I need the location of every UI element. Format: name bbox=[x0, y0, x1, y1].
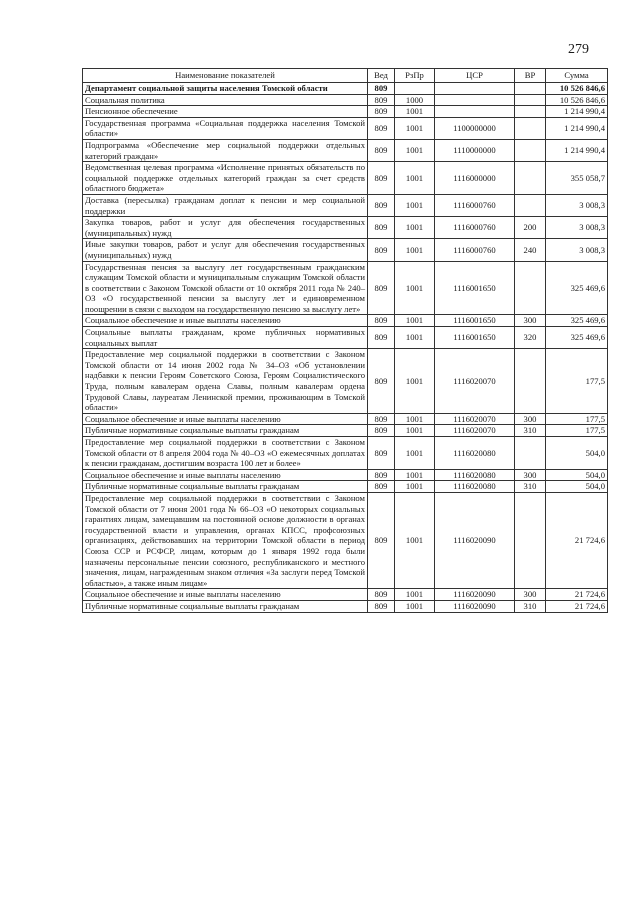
row-name: Пенсионное обеспечение bbox=[83, 106, 368, 118]
row-vr: 240 bbox=[515, 239, 546, 261]
row-vr: 300 bbox=[515, 315, 546, 327]
row-rzpr: 1001 bbox=[395, 600, 435, 612]
header-row bbox=[83, 69, 608, 83]
row-rzpr: 1001 bbox=[395, 194, 435, 216]
row-sum: 10 526 846,6 bbox=[546, 94, 608, 106]
row-name: Закупка товаров, работ и услуг для обеспечения государственных (муниципальных) нужд bbox=[83, 217, 368, 239]
row-csr: 1116001650 bbox=[435, 315, 515, 327]
header-csr: ЦСР bbox=[435, 69, 515, 83]
table-row bbox=[83, 425, 608, 437]
header-sum: Сумма bbox=[546, 69, 608, 83]
row-sum: 504,0 bbox=[546, 469, 608, 481]
row-name: Социальная политика bbox=[83, 94, 368, 106]
row-name: Социальные выплаты гражданам, кроме публичных нормативных социальных выплат bbox=[83, 327, 368, 349]
row-ved: 809 bbox=[368, 589, 395, 601]
row-name: Социальное обеспечение и иные выплаты населению bbox=[83, 413, 368, 425]
row-sum: 10 526 846,6 bbox=[546, 83, 608, 95]
row-sum: 504,0 bbox=[546, 437, 608, 470]
page-number: 279 bbox=[568, 42, 589, 57]
row-csr: 1116020090 bbox=[435, 589, 515, 601]
row-name: Публичные нормативные социальные выплаты гражданам bbox=[83, 600, 368, 612]
header-rzpr: РзПр bbox=[395, 69, 435, 83]
row-ved: 809 bbox=[368, 239, 395, 261]
row-ved: 809 bbox=[368, 600, 395, 612]
row-vr: 310 bbox=[515, 425, 546, 437]
row-ved: 809 bbox=[368, 327, 395, 349]
row-ved: 809 bbox=[368, 94, 395, 106]
row-csr bbox=[435, 106, 515, 118]
row-name: Департамент социальной защиты населения Томской области bbox=[83, 83, 368, 95]
row-name: Подпрограмма «Обеспечение мер социальной поддержки отдельных категорий граждан» bbox=[83, 139, 368, 161]
row-rzpr: 1001 bbox=[395, 469, 435, 481]
table-row bbox=[83, 469, 608, 481]
row-ved: 809 bbox=[368, 217, 395, 239]
row-vr bbox=[515, 83, 546, 95]
row-name: Предоставление мер социальной поддержки в соответствии с Законом Томской области от 8 апреля 2004 года № 40–ОЗ «О ежемесячных доплатах к пенсии гражданам, достигшим возраста 100 лет и более» bbox=[83, 437, 368, 470]
row-vr bbox=[515, 94, 546, 106]
table-row bbox=[83, 239, 608, 261]
row-sum: 1 214 990,4 bbox=[546, 117, 608, 139]
row-ved: 809 bbox=[368, 162, 395, 195]
row-csr: 1116020080 bbox=[435, 481, 515, 493]
row-rzpr: 1001 bbox=[395, 481, 435, 493]
row-rzpr: 1001 bbox=[395, 327, 435, 349]
row-vr bbox=[515, 194, 546, 216]
row-csr: 1110000000 bbox=[435, 139, 515, 161]
row-vr: 320 bbox=[515, 327, 546, 349]
row-vr: 300 bbox=[515, 469, 546, 481]
row-name: Социальное обеспечение и иные выплаты населению bbox=[83, 315, 368, 327]
row-csr: 1116000000 bbox=[435, 162, 515, 195]
row-rzpr: 1001 bbox=[395, 492, 435, 588]
table-row bbox=[83, 492, 608, 588]
row-sum: 325 469,6 bbox=[546, 315, 608, 327]
row-vr: 310 bbox=[515, 600, 546, 612]
table-row bbox=[83, 106, 608, 118]
row-csr: 1116020090 bbox=[435, 492, 515, 588]
row-name: Ведомственная целевая программа «Исполнение принятых обязательств по социальной поддержке отдельных категорий граждан за счет средств областного бюджета» bbox=[83, 162, 368, 195]
header-vr: ВР bbox=[515, 69, 546, 83]
row-csr: 1116020070 bbox=[435, 349, 515, 414]
row-name: Иные закупки товаров, работ и услуг для обеспечения государственных (муниципальных) нужд bbox=[83, 239, 368, 261]
row-sum: 21 724,6 bbox=[546, 492, 608, 588]
budget-table bbox=[82, 68, 608, 613]
row-ved: 809 bbox=[368, 117, 395, 139]
row-csr: 1116001650 bbox=[435, 327, 515, 349]
row-ved: 809 bbox=[368, 83, 395, 95]
row-name: Доставка (пересылка) гражданам доплат к пенсии и мер социальной поддержки bbox=[83, 194, 368, 216]
row-sum: 3 008,3 bbox=[546, 194, 608, 216]
row-rzpr: 1001 bbox=[395, 162, 435, 195]
table-row bbox=[83, 261, 608, 315]
row-rzpr: 1001 bbox=[395, 217, 435, 239]
row-sum: 177,5 bbox=[546, 413, 608, 425]
row-vr: 310 bbox=[515, 481, 546, 493]
row-name: Государственная программа «Социальная поддержка населения Томской области» bbox=[83, 117, 368, 139]
row-vr bbox=[515, 261, 546, 315]
row-csr bbox=[435, 94, 515, 106]
row-name: Предоставление мер социальной поддержки в соответствии с Законом Томской области от 7 июня 2001 года № 66–ОЗ «О некоторых социальных гарантиях лицам, замещавшим на постоянной основе должности в органах государственной власти и управления, органах КПСС, профсоюзных организациях, действовавших на территории Томской области в период Союза ССР и РСФСР, лицам, которым до 1 января 1992 года были назначены персональные пенсии союзного, республиканского и местного значения, лицам, награжденным знаком отличия «За заслуги перед Томской областью», а также иным лицам» bbox=[83, 492, 368, 588]
row-name: Социальное обеспечение и иные выплаты населению bbox=[83, 469, 368, 481]
row-ved: 809 bbox=[368, 481, 395, 493]
header-name: Наименование показателей bbox=[83, 69, 368, 83]
row-sum: 21 724,6 bbox=[546, 589, 608, 601]
row-rzpr: 1001 bbox=[395, 413, 435, 425]
row-rzpr: 1001 bbox=[395, 437, 435, 470]
row-csr: 1100000000 bbox=[435, 117, 515, 139]
table-row bbox=[83, 217, 608, 239]
row-rzpr: 1001 bbox=[395, 117, 435, 139]
row-rzpr: 1001 bbox=[395, 139, 435, 161]
table-row bbox=[83, 327, 608, 349]
row-sum: 177,5 bbox=[546, 425, 608, 437]
row-sum: 325 469,6 bbox=[546, 327, 608, 349]
row-name: Публичные нормативные социальные выплаты гражданам bbox=[83, 481, 368, 493]
row-csr: 1116000760 bbox=[435, 239, 515, 261]
row-rzpr: 1001 bbox=[395, 349, 435, 414]
row-rzpr: 1001 bbox=[395, 239, 435, 261]
row-sum: 1 214 990,4 bbox=[546, 139, 608, 161]
row-vr bbox=[515, 492, 546, 588]
row-csr: 1116020090 bbox=[435, 600, 515, 612]
row-csr bbox=[435, 83, 515, 95]
row-vr: 300 bbox=[515, 413, 546, 425]
header-ved: Вед bbox=[368, 69, 395, 83]
row-rzpr: 1001 bbox=[395, 106, 435, 118]
row-vr: 200 bbox=[515, 217, 546, 239]
row-sum: 21 724,6 bbox=[546, 600, 608, 612]
row-rzpr: 1001 bbox=[395, 589, 435, 601]
row-sum: 3 008,3 bbox=[546, 239, 608, 261]
table-row bbox=[83, 139, 608, 161]
table-row bbox=[83, 600, 608, 612]
row-csr: 1116020080 bbox=[435, 469, 515, 481]
row-ved: 809 bbox=[368, 349, 395, 414]
row-ved: 809 bbox=[368, 437, 395, 470]
row-rzpr: 1001 bbox=[395, 261, 435, 315]
row-name: Социальное обеспечение и иные выплаты населению bbox=[83, 589, 368, 601]
row-vr bbox=[515, 117, 546, 139]
row-vr bbox=[515, 349, 546, 414]
row-ved: 809 bbox=[368, 139, 395, 161]
row-rzpr bbox=[395, 83, 435, 95]
row-sum: 504,0 bbox=[546, 481, 608, 493]
row-sum: 177,5 bbox=[546, 349, 608, 414]
row-sum: 355 058,7 bbox=[546, 162, 608, 195]
row-csr: 1116000760 bbox=[435, 217, 515, 239]
row-sum: 3 008,3 bbox=[546, 217, 608, 239]
table-row bbox=[83, 117, 608, 139]
row-vr: 300 bbox=[515, 589, 546, 601]
row-vr bbox=[515, 106, 546, 118]
row-vr bbox=[515, 139, 546, 161]
row-csr: 1116020080 bbox=[435, 437, 515, 470]
row-rzpr: 1000 bbox=[395, 94, 435, 106]
row-ved: 809 bbox=[368, 413, 395, 425]
row-csr: 1116000760 bbox=[435, 194, 515, 216]
row-name: Государственная пенсия за выслугу лет государственным гражданским служащим Томской области и муниципальным служащим Томской области в соответствии с Законом Томской области от 10 октября 2011 года № 240–ОЗ «О государственной пенсии за выслугу лет и единовременном поощрении в связи с выходом на государственную пенсию за выслугу лет» bbox=[83, 261, 368, 315]
row-sum: 325 469,6 bbox=[546, 261, 608, 315]
row-vr bbox=[515, 437, 546, 470]
table-row bbox=[83, 194, 608, 216]
table-row bbox=[83, 315, 608, 327]
row-ved: 809 bbox=[368, 194, 395, 216]
row-ved: 809 bbox=[368, 425, 395, 437]
row-csr: 1116020070 bbox=[435, 425, 515, 437]
table-row bbox=[83, 83, 608, 95]
row-csr: 1116001650 bbox=[435, 261, 515, 315]
table-row bbox=[83, 437, 608, 470]
row-ved: 809 bbox=[368, 315, 395, 327]
row-rzpr: 1001 bbox=[395, 315, 435, 327]
table-row bbox=[83, 162, 608, 195]
row-ved: 809 bbox=[368, 106, 395, 118]
row-ved: 809 bbox=[368, 492, 395, 588]
table-row bbox=[83, 413, 608, 425]
table-row bbox=[83, 94, 608, 106]
row-name: Публичные нормативные социальные выплаты гражданам bbox=[83, 425, 368, 437]
table-row bbox=[83, 349, 608, 414]
row-csr: 1116020070 bbox=[435, 413, 515, 425]
row-vr bbox=[515, 162, 546, 195]
row-ved: 809 bbox=[368, 261, 395, 315]
table-row bbox=[83, 589, 608, 601]
row-ved: 809 bbox=[368, 469, 395, 481]
row-name: Предоставление мер социальной поддержки в соответствии с Законом Томской области от 14 июня 2002 года № 34–ОЗ «Об установлении надбавки к пенсии Героям Советского Союза, Героям Социалистического Труда, полным кавалерам ордена Славы, полным кавалерам ордена Трудовой Славы, лауреатам Ленинской премии, проживающим в Томской области» bbox=[83, 349, 368, 414]
row-sum: 1 214 990,4 bbox=[546, 106, 608, 118]
table-row bbox=[83, 481, 608, 493]
row-rzpr: 1001 bbox=[395, 425, 435, 437]
